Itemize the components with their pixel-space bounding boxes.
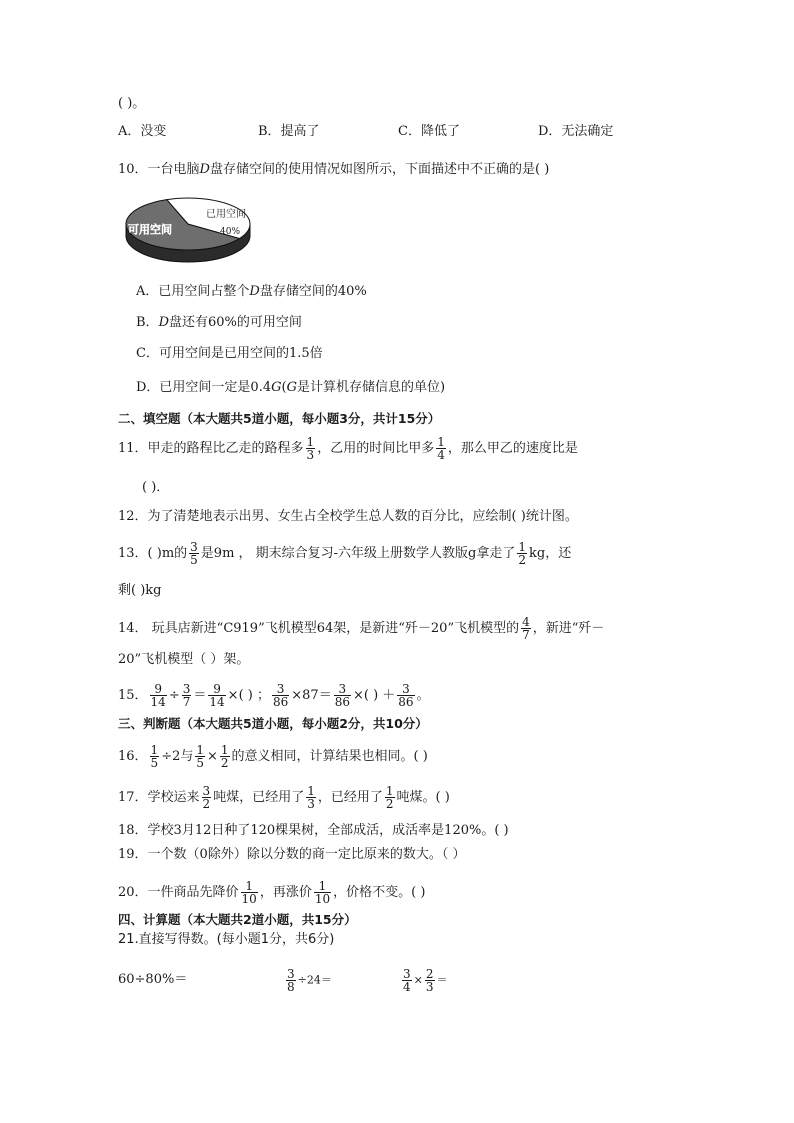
q20-frac-2: $\frac{1}{10}$ bbox=[314, 879, 331, 906]
q11-frac-2: $\frac{1}{4}$ bbox=[437, 435, 445, 462]
q15-frac-1: $\frac{9}{14}$ bbox=[150, 682, 166, 709]
q11: 11．甲走的路程比乙走的路程多 $\frac{1}{3}$ ，乙用的时间比甲多 $\frac{1}{4}$ ，那么甲乙的速度比是 bbox=[118, 435, 578, 462]
section-4-title: 四、计算题（本大题共2道小题，共15分） bbox=[118, 912, 357, 927]
pie-used-pct: 40% bbox=[220, 227, 241, 237]
q18: 18．学校3月12日种了120棵果树，全部成活，成活率是120%。( ) bbox=[118, 823, 509, 838]
q15-frac-5: $\frac{3}{86}$ bbox=[334, 682, 350, 709]
q15-frac-6: $\frac{3}{86}$ bbox=[398, 682, 414, 709]
q21-title: 21.直接写得数。(每小题1分，共6分) bbox=[118, 932, 335, 947]
q10-stem: 10．一台电脑D盘存储空间的使用情况如图所示，下面描述中不正确的是( ) bbox=[118, 162, 550, 177]
q15-frac-4: $\frac{3}{86}$ bbox=[272, 682, 289, 709]
q17: 17．学校运来 $\frac{3}{2}$ 吨煤，已经用了 $\frac{1}{3}$ ，已经用了 $\frac{1}{2}$ 吨煤。( ) bbox=[118, 784, 450, 811]
q15-frac-3: $\frac{9}{14}$ bbox=[209, 682, 225, 709]
q9-options bbox=[118, 122, 678, 142]
q17-frac-3: $\frac{1}{2}$ bbox=[385, 784, 394, 811]
q16-frac-3: $\frac{1}{2}$ bbox=[220, 743, 229, 770]
q21-calc-2: $\frac{3}{8}$ ÷24＝ bbox=[287, 967, 332, 994]
q14: 14． 玩具店新进“C919”飞机模型64架，是新进“歼－20”飞机模型的 $\frac{4}{7}$ ，新进“歼－ bbox=[118, 615, 605, 642]
q15-frac-2: $\frac{3}{7}$ bbox=[182, 682, 191, 709]
q12: 12．为了清楚地表示出男、女生占全校学生总人数的百分比，应绘制( )统计图。 bbox=[118, 509, 578, 524]
q21-frac-3: $\frac{2}{3}$ bbox=[425, 967, 434, 994]
q20-frac-1: $\frac{1}{10}$ bbox=[241, 879, 257, 906]
q17-frac-1: $\frac{3}{2}$ bbox=[202, 784, 211, 811]
q20: 20．一件商品先降价 $\frac{1}{10}$ ，再涨价 $\frac{1}{10}$ ，价格不变。( ) bbox=[118, 879, 426, 906]
q13-frac-1: $\frac{3}{5}$ bbox=[190, 540, 198, 567]
q9-option-c: C．降低了 bbox=[398, 124, 460, 139]
q16: 16． $\frac{1}{5}$ ÷2与 $\frac{1}{5}$ × $\frac{1}{2}$ 的意义相同，计算结果也相同。( ) bbox=[118, 743, 428, 770]
q13-frac-2: $\frac{1}{2}$ bbox=[518, 540, 527, 567]
q9-option-a: A．没变 bbox=[118, 124, 167, 139]
q9-option-d: D．无法确定 bbox=[538, 124, 614, 139]
section-3-title: 三、判断题（本大题共5道小题，每小题2分，共10分） bbox=[118, 716, 428, 731]
q19: 19．一个数（0除外）除以分数的商一定比原来的数大。（ ） bbox=[118, 847, 466, 862]
q13-tail: 剩( )kg bbox=[118, 583, 162, 598]
section-2-title: 二、填空题（本大题共5道小题，每小题3分，共计15分） bbox=[118, 411, 441, 426]
q16-frac-2: $\frac{1}{5}$ bbox=[196, 743, 204, 770]
q10-option-b: B．D盘还有60%的可用空间 bbox=[136, 315, 302, 330]
q14-tail: 20”飞机模型（ ）架。 bbox=[118, 652, 250, 667]
q13: 13．( )m的 $\frac{3}{5}$ 是9m ， 期末综合复习-六年级上册数学人教版g拿走了 $\frac{1}{2}$ kg，还 bbox=[118, 540, 572, 567]
q21-calc-3: $\frac{3}{4}$ × $\frac{2}{3}$ ＝ bbox=[403, 967, 448, 994]
q11-frac-1: $\frac{1}{3}$ bbox=[306, 435, 315, 462]
q21-frac-1: $\frac{3}{8}$ bbox=[287, 967, 295, 994]
q10-pie-chart bbox=[120, 190, 260, 270]
pie-free-label: 可用空间 bbox=[128, 223, 172, 236]
q17-frac-2: $\frac{1}{3}$ bbox=[307, 784, 315, 811]
q11-tail: ( )． bbox=[142, 480, 170, 495]
pie-used-label: 已用空间 bbox=[206, 209, 246, 220]
q21-calc-1: 60÷80%＝ bbox=[118, 972, 188, 987]
q10-option-c: C．可用空间是已用空间的1.5倍 bbox=[136, 346, 323, 361]
q10-option-a: A．已用空间占整个D盘存储空间的40% bbox=[136, 284, 367, 299]
q21-frac-2: $\frac{3}{4}$ bbox=[403, 967, 411, 994]
q10-option-d: D．已用空间一定是0.4G(G是计算机存储信息的单位) bbox=[136, 380, 446, 395]
q9-tail: ( )。 bbox=[118, 96, 146, 111]
q9-option-b: B．提高了 bbox=[258, 124, 320, 139]
q14-frac-1: $\frac{4}{7}$ bbox=[522, 615, 530, 642]
q15: 15． $\frac{9}{14}$ ÷ $\frac{3}{7}$ ＝ $\frac{9}{14}$ ×( ) ； $\frac{3}{86}$ ×87＝ $\frac{3}{86}$ ×( ) ＋ $\frac{3}{86}$ 。 bbox=[118, 682, 430, 709]
q16-frac-1: $\frac{1}{5}$ bbox=[150, 743, 159, 770]
